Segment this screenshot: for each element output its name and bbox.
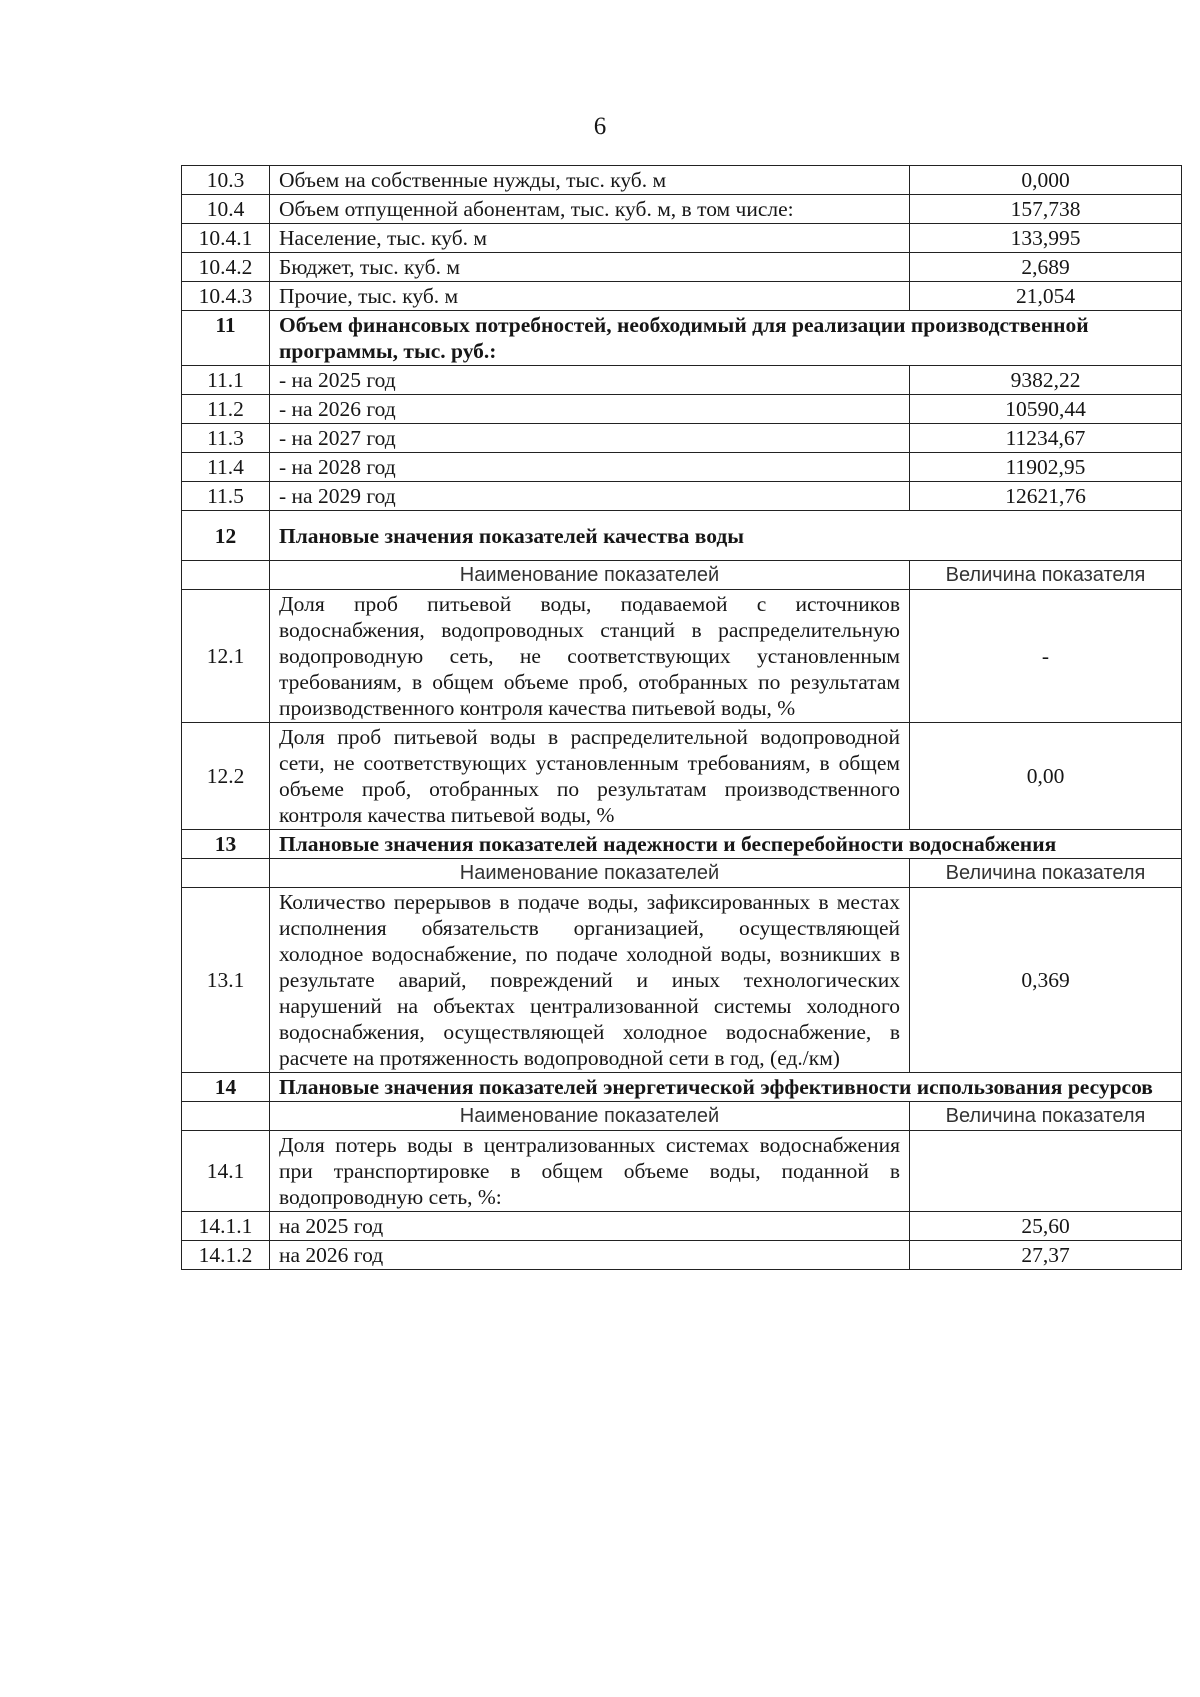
row-label: - на 2028 год <box>270 453 910 482</box>
row-label: Доля проб питьевой воды, подаваемой с источников водоснабжения, водопроводных станций в распределительную водопроводную сеть, не соответствующих установленным требованиям, в общем объеме проб, отобранных по результатам производственного контроля качества питьевой воды, % <box>270 590 910 723</box>
row-value: 21,054 <box>910 282 1182 311</box>
header-empty-cell <box>182 1102 270 1131</box>
row-label: - на 2029 год <box>270 482 910 511</box>
row-value: 10590,44 <box>910 395 1182 424</box>
row-value: 11234,67 <box>910 424 1182 453</box>
row-number: 10.3 <box>182 166 270 195</box>
row-number: 10.4.2 <box>182 253 270 282</box>
row-label: Количество перерывов в подаче воды, зафиксированных в местах исполнения обязательств организацией, осуществляющей холодное водоснабжение, по подаче холодной воды, возникших в результате аварий, повреждений и иных технологических нарушений на объектах централизованной системы холодного водоснабжения, осуществляющей холодное водоснабжение, в расчете на протяженность водопроводной сети в год, (ед./км) <box>270 888 910 1073</box>
row-label: Объем отпущенной абонентам, тыс. куб. м, в том числе: <box>270 195 910 224</box>
row-value: 157,738 <box>910 195 1182 224</box>
row-number: 14.1 <box>182 1131 270 1212</box>
header-row <box>182 859 1182 888</box>
section-number: 12 <box>182 511 270 561</box>
production-program-table <box>181 165 1182 1270</box>
table-row <box>182 1212 1182 1241</box>
row-value: 133,995 <box>910 224 1182 253</box>
section-row <box>182 830 1182 859</box>
row-label: - на 2025 год <box>270 366 910 395</box>
header-row <box>182 1102 1182 1131</box>
section-number: 11 <box>182 311 270 366</box>
section-number: 14 <box>182 1073 270 1102</box>
section-row <box>182 1073 1182 1102</box>
row-number: 10.4 <box>182 195 270 224</box>
row-number: 11.3 <box>182 424 270 453</box>
row-label: Бюджет, тыс. куб. м <box>270 253 910 282</box>
header-value: Величина показателя <box>910 1102 1182 1131</box>
table-row <box>182 1241 1182 1270</box>
row-value: 0,000 <box>910 166 1182 195</box>
table-row <box>182 282 1182 311</box>
row-value: 2,689 <box>910 253 1182 282</box>
table-row <box>182 723 1182 830</box>
section-number: 13 <box>182 830 270 859</box>
row-label: - на 2027 год <box>270 424 910 453</box>
row-number: 11.2 <box>182 395 270 424</box>
row-label: Объем на собственные нужды, тыс. куб. м <box>270 166 910 195</box>
header-empty-cell <box>182 561 270 590</box>
table-row <box>182 224 1182 253</box>
row-number: 11.5 <box>182 482 270 511</box>
row-label: на 2025 год <box>270 1212 910 1241</box>
section-title: Плановые значения показателей энергетической эффективности использования ресурсов <box>270 1073 1182 1102</box>
row-value: 0,00 <box>910 723 1182 830</box>
table-row <box>182 253 1182 282</box>
page-number: 6 <box>593 113 607 140</box>
table-row <box>182 482 1182 511</box>
header-name: Наименование показателей <box>270 1102 910 1131</box>
row-value <box>910 1131 1182 1212</box>
section-title: Объем финансовых потребностей, необходимый для реализации производственной программы, тыс. руб.: <box>270 311 1182 366</box>
table-row <box>182 366 1182 395</box>
row-number: 14.1.2 <box>182 1241 270 1270</box>
row-label: Прочие, тыс. куб. м <box>270 282 910 311</box>
row-number: 14.1.1 <box>182 1212 270 1241</box>
header-name: Наименование показателей <box>270 859 910 888</box>
row-number: 12.2 <box>182 723 270 830</box>
table-row <box>182 590 1182 723</box>
table-row <box>182 395 1182 424</box>
row-value: 27,37 <box>910 1241 1182 1270</box>
row-label: Доля проб питьевой воды в распределительной водопроводной сети, не соответствующих установленным требованиям, в общем объеме проб, отобранных по результатам производственного контроля качества питьевой воды, % <box>270 723 910 830</box>
row-value: 12621,76 <box>910 482 1182 511</box>
header-empty-cell <box>182 859 270 888</box>
row-value: - <box>910 590 1182 723</box>
row-number: 10.4.3 <box>182 282 270 311</box>
section-title: Плановые значения показателей надежности и бесперебойности водоснабжения <box>270 830 1182 859</box>
row-value: 0,369 <box>910 888 1182 1073</box>
row-number: 12.1 <box>182 590 270 723</box>
row-label: - на 2026 год <box>270 395 910 424</box>
section-row <box>182 511 1182 561</box>
row-number: 10.4.1 <box>182 224 270 253</box>
table-row <box>182 195 1182 224</box>
row-number: 11.1 <box>182 366 270 395</box>
header-name: Наименование показателей <box>270 561 910 590</box>
row-value: 9382,22 <box>910 366 1182 395</box>
section-title: Плановые значения показателей качества воды <box>270 511 1182 561</box>
header-value: Величина показателя <box>910 859 1182 888</box>
section-row <box>182 311 1182 366</box>
table-row <box>182 888 1182 1073</box>
header-value: Величина показателя <box>910 561 1182 590</box>
row-value: 25,60 <box>910 1212 1182 1241</box>
row-label: Население, тыс. куб. м <box>270 224 910 253</box>
table-row <box>182 166 1182 195</box>
table-row <box>182 453 1182 482</box>
row-number: 11.4 <box>182 453 270 482</box>
row-label: Доля потерь воды в централизованных системах водоснабжения при транспортировке в общем объеме воды, поданной в водопроводную сеть, %: <box>270 1131 910 1212</box>
table-row <box>182 1131 1182 1212</box>
row-label: на 2026 год <box>270 1241 910 1270</box>
row-number: 13.1 <box>182 888 270 1073</box>
row-value: 11902,95 <box>910 453 1182 482</box>
header-row <box>182 561 1182 590</box>
table-row <box>182 424 1182 453</box>
